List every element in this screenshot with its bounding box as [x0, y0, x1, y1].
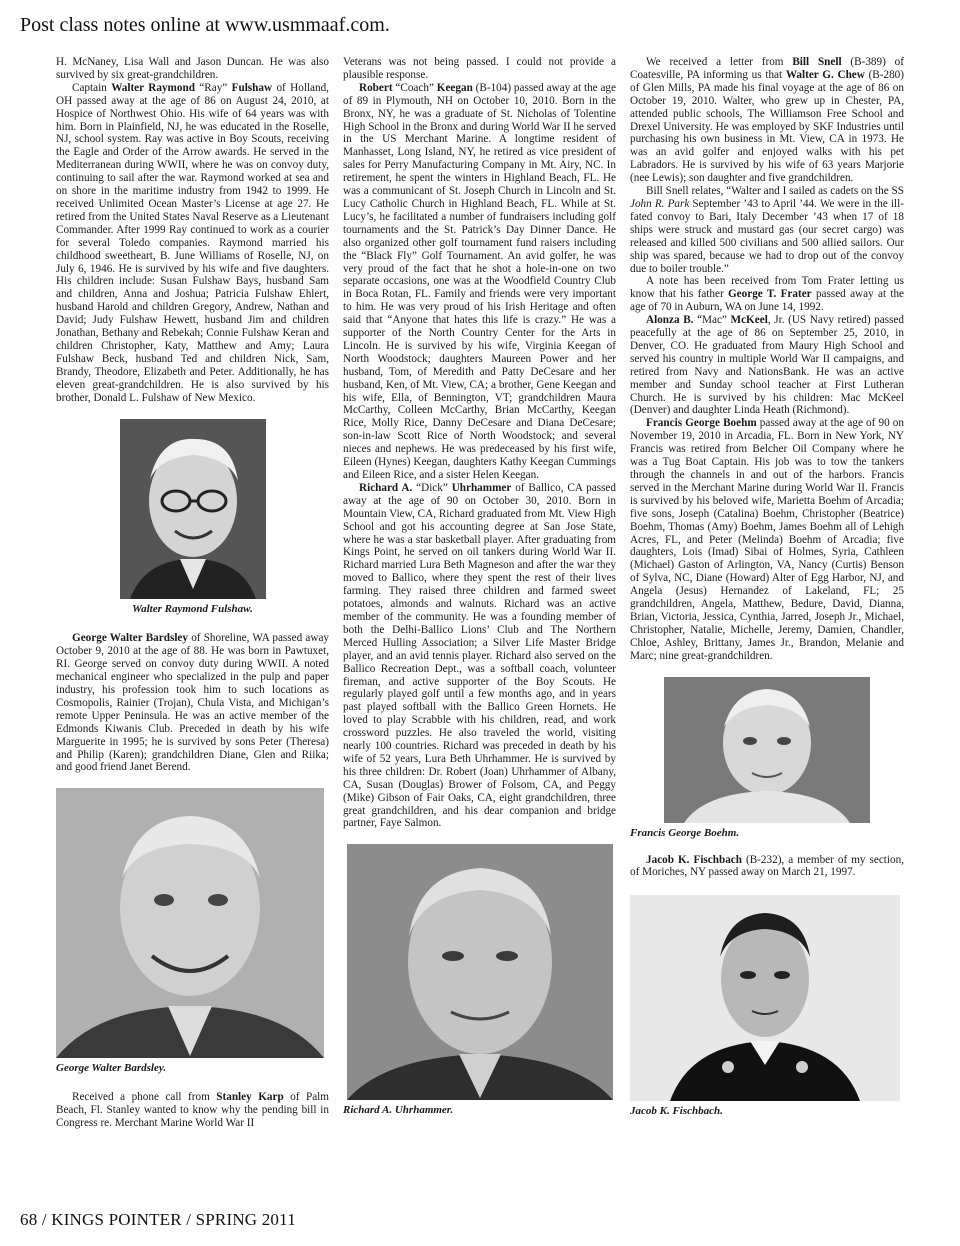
name: George T. Frater	[727, 288, 812, 301]
photo-caption: Walter Raymond Fulshaw.	[132, 603, 253, 616]
name: Keegan	[436, 81, 473, 94]
text: of Ballico, CA passed away at the age of 90 on October 30, 2010. Born in Mountain View, CA, Richard graduated from Mt. View High School and got his accounting degree at San Jose State, where he was a star basketball player. After graduating from Kings Point, he served on oil tankers during World War II. Richard married Lura Beth Magneson and after the war they moved to Ballico, where they spent the rest of their lives farming. They raised three children and farmed sweet potatoes, almonds and walnuts. Richard was an active member of the community. He was a founding member of both the Delhi-Ballico Lions’ Club and The Northern Merced Hulling Association; a Silver Life Master Bridge player, and an avid tennis player. Richard also served on the Ballico Recreation Dept., was a softball coach, volunteer fireman, and active supporter of the Boy Scouts. He regularly played golf until a few months ago, and in years past played softball with the Ballico Green Hornets. He loved to play Scrabble with his children, read, and work crossword puzzles. He also traveled the world, visiting nearly 100 countries. Richard was preceded in death by his wife of 52 years, Lura Beth Uhrhammer. He is survived by his three children: Dr. Robert (Joan) Uhrhammer of Albany, CA, Susan (Douglas) Brower of Folsom, CA, and Peggy (Mike) Gibson of Fair Oaks, CA, eight grandchildren, three great grandchildren, and his dear companion and bridge partner, Faye Salmon.	[343, 481, 616, 830]
text: “Ray”	[194, 81, 232, 94]
paragraph-frater	[630, 275, 904, 314]
name: Robert	[359, 81, 393, 94]
name: Jacob K. Fischbach	[646, 853, 742, 866]
photo-fulshaw	[120, 419, 266, 599]
photo-bardsley	[56, 788, 324, 1058]
text: Received a phone call from	[72, 1091, 217, 1104]
photo-caption: Jacob K. Fischbach.	[630, 1105, 723, 1118]
text: , Jr. (US Navy retired) passed peacefully at the age of 86 on September 25, 2010, in Denver, CO. He graduated from Maury High School and served his country in multiple World War II campaigns, and retired from Navy and NationsBank. He was an active member and Sunday school teacher at First Lutheran Church. He is survived by his children: Mac McKeel (Denver) and daughter Linda Heath (Richmond).	[630, 314, 905, 417]
name: Stanley Karp	[216, 1091, 284, 1104]
paragraph: H. McNaney, Lisa Wall and Jason Duncan. He was also survived by six great-grandchildren.	[56, 56, 329, 81]
text: “Coach”	[392, 81, 437, 94]
text: September ’43 to April ’44. We were in the ill-fated convoy to Bari, Italy December ’43 when 17 of 18 ships were struck and mustard gas (our secret cargo) was released and killed 500 civilians and 500 allied sailors. Our ship was spared, because we had to drop out of the convoy due to boiler trouble.”	[630, 197, 904, 275]
text: of Shoreline, WA passed away October 9, 2010 at the age of 88. He was born in Pawtuxet, RI. George served on convoy duty during WWII. A noted mechanical engineer who specialized in the pulp and paper industry, his profession took him to such locations as Cosmopolis, Rainier (Trojan), Chula Vista, and Michigan’s remote Upper Peninsula. He was an active member of the Edmonds Kiwanis Club. Preceded in death by his wife Marguerite in 1995; he is survived by sons Peter (Theresa) and Philip (Karen); grandchildren Diane, Glen and Riika; and good friend Janet Berend.	[56, 632, 329, 774]
name: Richard A.	[359, 481, 413, 494]
text: (B-280) of Glen Mills, PA made his final voyage at the age of 86 on October 19, 2010. Walter, who grew up in Chester, PA, attended public schools, The Williamson Free School and Drexel University. He was employed by SKF Industries until purchasing his own business in Mt. View, CA in 1973. He was an avid golfer and enjoyed walks with his pet Labradors. He is survived by his wife of 63 years Marjorie (nee Lewis); son daughter and five grandchildren.	[630, 68, 904, 185]
text: “Dick”	[412, 481, 452, 494]
text: passed away at the age of 90 on November 19, 2010 in Arcadia, FL. Born in New York, NY Francis was retired from Belcher Oil Company where he was a Tug Boat Captain. His job was to tow the tankers through the channels in and out of the harbors. Francis served in the Merchant Marine during World War II. Francis is survived by his beloved wife, Marietta Boehm of Arcadia; five sons, Joseph (Catalina) Boehm, Christopher (Beatrice) Boehm, Thomas (Amy) Boehm, James Boehm all of Lehigh Acres, FL, and Peter (Melinda) Boehm of Arcadia; five daughters, Lois (Imad) Sibai of Holmes, Syria, Cathleen (Michael) Gaston of Arlington, VA, Nancy (Curtis) Benson of Sylva, NC, Diane (Howard) Alter of Egg Harbor, NJ, and Angela (Jesus) Hernandez of Lakeland, FL; 25 grandchildren, Angela, Matthew, Bedure, David, Dianna, Brian, Victoria, Jessica, Cynthia, Jarred, Joseph Jr., Michael, Christopher, Natalie, Michelle, Jeremy, Damien, Chandler, Chloe, Ashley, Brittany, James Jr., Brandon, Melanie and Marc; nine great-grandchildren.	[630, 417, 904, 662]
obituary-boehm	[630, 417, 904, 662]
text: Bill Snell relates, “Walter and I sailed as cadets on the SS	[646, 185, 904, 198]
name: Francis George Boehm	[646, 417, 757, 430]
text: of Holland, OH passed away at the age of 86 on August 24, 2010, at Hospice of Northwest Ohio. His wife of 64 years was with him. Born in Plainfield, NJ, he was educated in the Roselle, NJ, school system. Ray was active in Boy Scouts, receiving the Eagle and Order of the Arrow awards. He served in the Mediterranean during WWII, where he was on convoy duty, continuing to sail after the war. Raymond worked at sea and on shore in the maritime industry from 1942 to 1999. He received Unlimited Ocean Master’s License at age 27. He retired from the United States Naval Reserve as a Lieutenant Commander. After 1999 Ray continued to work as a courier for several Toledo companies. Raymond married his childhood sweetheart, B. June Williams of Roselle, NJ, on July 6, 1946. He is survived by his wife and five daughters. His children include: Susan Fulshaw Bays, husband Sam and children, Anna and Joshua; Patricia Fulshaw Ehlert, husband Harold and children Gregory, Andrew, Nathan and David; Judy Fulshaw Hewett, husband Jim and children Jonathan, Bethany and Rebekah; Connie Fulshaw Keran and children Christopher, Katy, Matthew and Amy; Laura Fulshaw Beck, husband Ted and children Nick, Sam, Brandy, Theodore, Elizabeth and Peter. Additionally, he has eleven great-grandchildren. He is also survived by his brother, Donald L. Fulshaw of New Mexico.	[56, 81, 329, 404]
text: A note has been received from Tom Frater letting us know that his father	[630, 275, 904, 301]
name: Walter G. Chew	[785, 68, 865, 81]
text: “Mac”	[693, 314, 731, 327]
obituary-uhrhammer	[343, 482, 616, 830]
column-3	[630, 56, 904, 1124]
photo-caption: George Walter Bardsley.	[56, 1062, 167, 1075]
ship-name: John R. Park	[630, 197, 690, 210]
obituary-mckeel	[630, 314, 904, 417]
name: McKeel	[730, 314, 768, 327]
column-2	[343, 56, 616, 1123]
text: passed away at the age of 70 in Auburn, WA on June 14, 1992.	[630, 288, 905, 314]
text: (B-389) of Coatesville, PA informing us that	[630, 56, 904, 81]
obituary-bardsley	[56, 632, 329, 774]
photo-uhrhammer	[347, 844, 613, 1100]
text: Captain	[72, 81, 112, 94]
paragraph: Veterans was not being passed. I could not provide a plausible response.	[343, 56, 616, 81]
text: of Palm Beach, Fl. Stanley wanted to know why the pending bill in Congress re. Merchant Marine World War II	[56, 1091, 329, 1130]
column-1	[56, 56, 329, 1130]
text: (B-104) passed away at the age of 89 in Plymouth, NH on October 10, 2010. Born in the Bronx, NY, he was a graduate of St. Nicholas of Tolentine High School in the Bronx and during World War II he served in the US Merchant Marine. A longtime resident of Manhasset, Long Island, NY, he retired as vice president of sales for Perry Manufacturing Company in Mt. Airy, NC. In retirement, he spent the winters in Highland Beach, FL. He was a communicant of St. Joseph Church in Lincoln and St. Lucy Catholic Church in Highland Beach, FL. While at St. Lucy’s, he facilitated a number of fundraisers including golf tournaments and the St. Patrick’s Day Dinner Dance. He also organized other golf tournament fund raisers including the “Black Fly” Golf Tournament. An avid golfer, he was very proud of the fact that he shot a hole-in-one on two separate occasions, one was at the Woodfield Country Club in Boca Rotan, FL. Family and friends were very important to him. He was very proud of his Irish Heritage and often said that “Anyone that hates this life is crazy.” He was a supporter of the North Country Center for the Arts in Lincoln. He is survived by his wife, Virginia Keegan of North Woodstock; daughters Maureen Power and her husband, Tom, of Meredith and Patty DeCesare and her husband, Ken, of Mt. View, CA; a brother, Gene Keegan and his wife, Ella, of Bennington, VT; grandchildren Maura McCarthy, Colleen McCarthy, Brian McCarthy, Keegan Rice, Molly Rice, Danny DeCesare and Diana DeCesare; son-in-law Scott Rice of North Woodstock; and several nieces and nephews. He was predeceased by his first wife, Eileen (Hynes) Keegan, daughters Kathy Keegan Cummings and Eileen Rice, and a sister Helen Keegan.	[343, 81, 616, 481]
name: Alonza B.	[646, 314, 694, 327]
text: We received a letter from	[646, 56, 793, 68]
obituary-fulshaw	[56, 82, 329, 405]
name: Bill Snell	[792, 56, 842, 68]
name: George Walter Bardsley	[72, 632, 188, 645]
obituary-fischbach	[630, 854, 904, 880]
photo-caption: Francis George Boehm.	[630, 826, 740, 839]
photo-fischbach	[630, 895, 900, 1101]
paragraph-karp	[56, 1091, 329, 1130]
page-header: Post class notes online at www.usmmaaf.com.	[20, 14, 390, 36]
name: Walter Raymond	[111, 81, 195, 94]
paragraph-snell	[630, 185, 904, 275]
page-footer: 68 / KINGS POINTER / SPRING 2011	[20, 1210, 296, 1229]
obituary-keegan	[343, 82, 616, 482]
paragraph-chew	[630, 56, 904, 185]
photo-boehm	[664, 677, 870, 823]
name: Fulshaw	[231, 81, 273, 94]
text: (B-232), a member of my section, of Moriches, NY passed away on March 21, 1997.	[630, 853, 904, 879]
name: Uhrhammer	[451, 481, 512, 494]
photo-caption: Richard A. Uhrhammer.	[343, 1104, 454, 1117]
